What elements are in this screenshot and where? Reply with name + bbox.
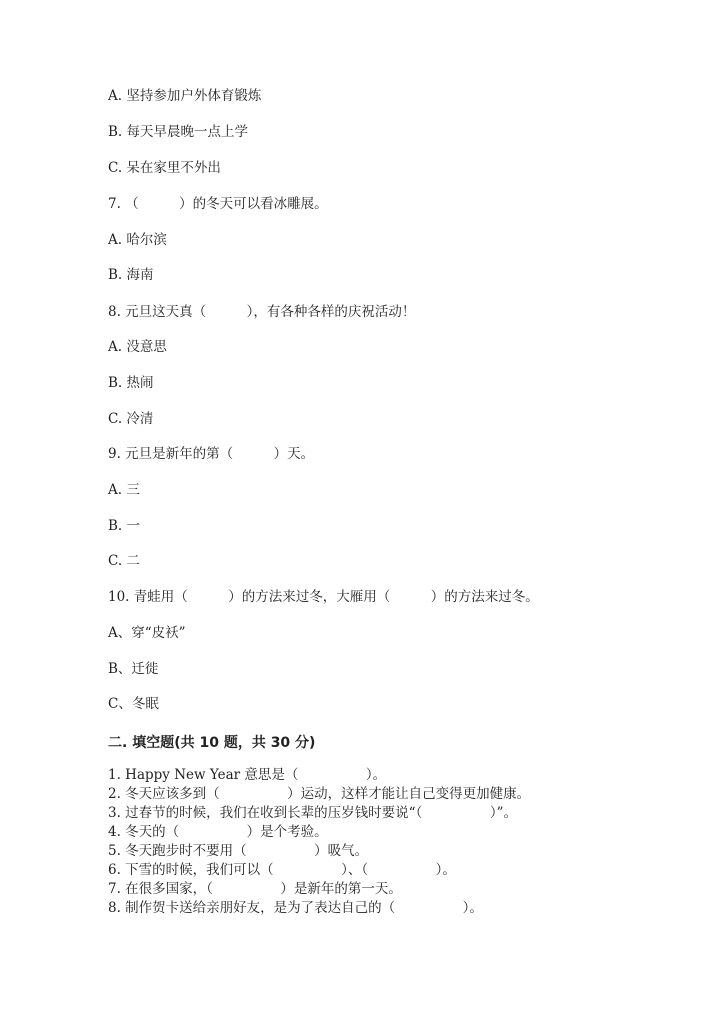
- choice-line-1: A. 坚持参加户外体育锻炼: [108, 88, 262, 104]
- choice-line-5: A. 哈尔滨: [108, 232, 167, 248]
- fill-question-1: 1. Happy New Year 意思是（ ）。: [108, 767, 387, 783]
- fill-question-8: 8. 制作贺卡送给亲朋好友，是为了表达自己的（ ）。: [108, 900, 483, 916]
- section-title: 二. 填空题(共 10 题，共 30 分): [108, 735, 316, 751]
- choice-line-12: A. 三: [108, 482, 140, 498]
- question-7: 7. （ ）的冬天可以看冰雕展。: [108, 196, 328, 212]
- question-8: 8. 元旦这天真（ ），有各种各样的庆祝活动！: [108, 304, 416, 320]
- choice-line-13: B. 一: [108, 518, 141, 534]
- choice-line-3: C. 呆在家里不外出: [108, 160, 221, 176]
- fill-question-7: 7. 在很多国家，（ ）是新年的第一天。: [108, 881, 402, 897]
- question-10: 10. 青蛙用（ ）的方法来过冬，大雁用（ ）的方法来过冬。: [108, 589, 539, 605]
- fill-question-6: 6. 下雪的时候，我们可以（ ）、（ ）。: [108, 862, 456, 878]
- fill-question-5: 5. 冬天跑步时不要用（ ）吸气。: [108, 843, 369, 859]
- fill-question-3: 3. 过春节的时候，我们在收到长辈的压岁钱时要说“（ ）”。: [108, 805, 517, 821]
- fill-question-2: 2. 冬天应该多到（ ）运动，这样才能让自己变得更加健康。: [108, 786, 531, 802]
- choice-line-6: B. 海南: [108, 267, 154, 283]
- choice-line-18: C、冬眠: [108, 696, 159, 712]
- choice-line-2: B. 每天早晨晚一点上学: [108, 124, 249, 140]
- choice-line-8: A. 没意思: [108, 339, 167, 355]
- choice-line-9: B. 热闹: [108, 375, 154, 391]
- fill-question-4: 4. 冬天的（ ）是个考验。: [108, 824, 328, 840]
- choice-line-14: C. 二: [108, 553, 140, 569]
- choice-line-10: C. 冷清: [108, 411, 154, 427]
- question-9: 9. 元旦是新年的第（ ）天。: [108, 446, 315, 462]
- choice-line-17: B、迁徙: [108, 661, 159, 677]
- choice-line-16: A、穿“皮袄”: [108, 625, 186, 641]
